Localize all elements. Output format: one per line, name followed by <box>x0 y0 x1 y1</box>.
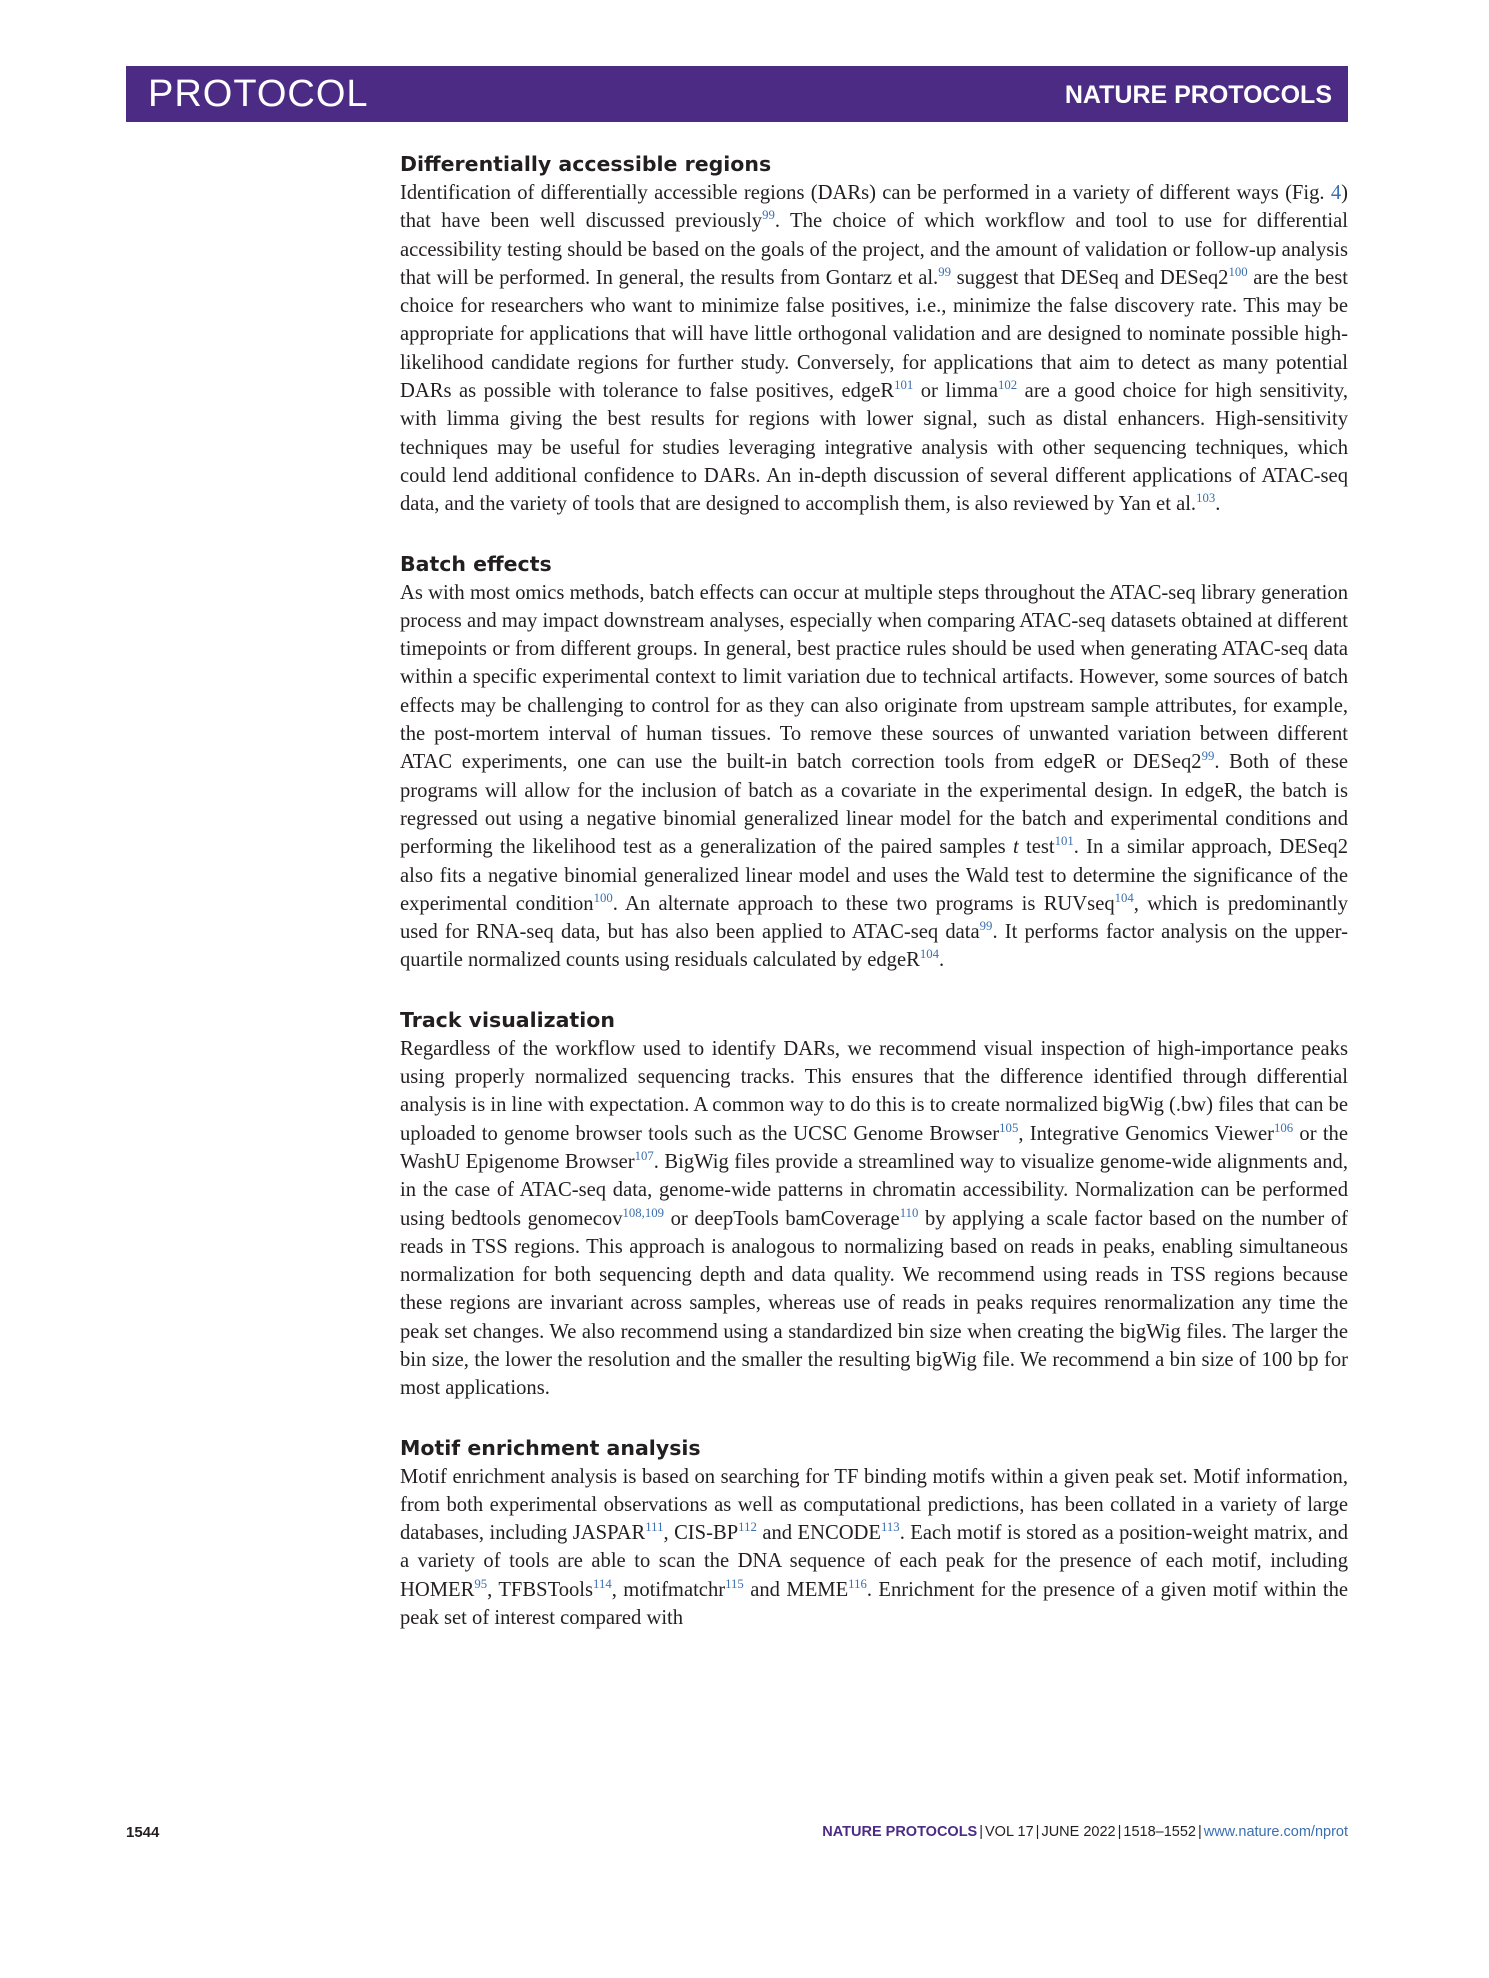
citation-ref[interactable]: 115 <box>725 1576 744 1591</box>
citation-ref[interactable]: 110 <box>899 1205 919 1220</box>
citation-ref[interactable]: 103 <box>1196 491 1216 506</box>
body-text: by applying a scale factor based on the number of reads in TSS regions. This approach is analogous to normalizing based on reads in peaks, enabling simultaneous normalization for both sequencing depth and data quality. We recommend using reads in TSS regions because these regions are invariant across samples, whereas use of reads in peaks requires renormalization any time the peak set changes. We also recommend using a standardized bin size when creating the bigWig files. The larger the bin size, the lower the resolution and the smaller the resulting bigWig file. We recommend a bin size of 100 bp for most applications. <box>400 1207 1348 1400</box>
body-text: are a good choice for high sensitivity, with limma giving the best results for regions with lower signal, such as distal enhancers. High-sensitivity techniques may be useful for studies leveraging integrative analysis with other sequencing techniques, which could lend additional confidence to DARs. An in-depth discussion of several different applications of ATAC-seq data, and the variety of tools that are designed to accomplish them, is also reviewed by Yan et al. <box>400 380 1348 516</box>
body-text: , which is predominantly used for RNA-seq data, but has also been applied to ATAC-seq data <box>400 892 1349 944</box>
section-motif-enrichment-analysis <box>400 1433 1348 1633</box>
citation-ref[interactable]: 108,109 <box>622 1205 665 1220</box>
section-paragraph <box>400 179 1348 519</box>
section-paragraph <box>400 579 1348 975</box>
header-banner <box>126 66 1348 122</box>
citation-ref[interactable]: 112 <box>738 1520 757 1535</box>
citation-ref[interactable]: 105 <box>999 1120 1019 1135</box>
body-text: and MEME <box>743 1578 849 1601</box>
body-text: . <box>1215 493 1221 516</box>
body-text: . In a similar approach, DESeq2 also fits a negative binomial generalized linear model and uses the Wald test to determine the significance of the experimental condition <box>400 836 1348 915</box>
footer-date: JUNE 2022 <box>1041 1824 1116 1840</box>
section-heading: Differentially accessible regions <box>400 152 772 176</box>
page-number: 1544 <box>126 1824 160 1841</box>
citation-ref[interactable]: 100 <box>593 890 613 905</box>
citation-ref[interactable]: 114 <box>593 1576 612 1591</box>
citation-ref[interactable]: 111 <box>645 1520 664 1535</box>
footer-pages: 1518–1552 <box>1123 1824 1196 1840</box>
body-text: , CIS-BP <box>663 1522 739 1545</box>
section-differentially-accessible-regions <box>400 149 1348 519</box>
section-heading: Batch effects <box>400 551 552 576</box>
body-text: . Enrichment for the presence of a given motif within the peak set of interest compared with <box>400 1578 1349 1630</box>
body-text: . Each motif is stored as a position-weight matrix, and a variety of tools are able to scan the DNA sequence of each peak for the presence of each motif, including HOMER <box>400 1522 1348 1601</box>
body-text: , Integrative Genomics Viewer <box>1018 1122 1274 1145</box>
body-text: Identification of differentially accessible regions (DARs) can be performed in a variety of different ways (Fig. <box>400 182 1331 204</box>
body-text: or deepTools bamCoverage <box>664 1207 900 1230</box>
body-text: ) that have been well discussed previously <box>400 182 1348 233</box>
section-paragraph <box>400 1463 1348 1633</box>
citation-ref[interactable]: 99 <box>762 208 775 223</box>
section-heading: Motif enrichment analysis <box>400 1435 701 1460</box>
citation-ref[interactable]: 102 <box>998 378 1018 393</box>
citation-ref[interactable]: 95 <box>474 1576 488 1591</box>
body-text: . An alternate approach to these two programs is RUVseq <box>612 892 1115 915</box>
citation-ref[interactable]: 113 <box>881 1520 900 1535</box>
section-paragraph <box>400 1035 1348 1403</box>
section-heading: Track visualization <box>400 1007 615 1032</box>
citation-ref[interactable]: 116 <box>848 1576 867 1591</box>
body-text: suggest that DESeq and DESeq2 <box>950 266 1229 289</box>
footer-citation: NATURE PROTOCOLS | VOL 17 | JUNE 2022 | 1518–1552 | www.nature.com/nprot <box>822 1824 1348 1840</box>
citation-ref[interactable]: 99 <box>979 919 993 934</box>
section-label: PROTOCOL <box>148 73 369 115</box>
body-text: test <box>1018 836 1055 859</box>
footer-url-link[interactable]: www.nature.com/nprot <box>1203 1824 1348 1840</box>
body-text: Regardless of the workflow used to identify DARs, we recommend visual inspection of high-importance peaks using properly normalized sequencing tracks. This ensures that the difference identified through differential analysis is in line with expectation. A common way to do this is to create normalized bigWig (.bw) files that can be uploaded to genome browser tools such as the UCSC Genome Browser <box>400 1037 1348 1145</box>
citation-ref[interactable]: 107 <box>634 1149 654 1164</box>
body-text: As with most omics methods, batch effects can occur at multiple steps throughout the ATAC-seq library generation process and may impact downstream analyses, especially when comparing ATAC-seq datasets obtained at different timepoints or from different groups. In general, best practice rules should be used when generating ATAC-seq data within a specific experimental context to limit variation due to technical artifacts. However, some sources of batch effects may be challenging to control for as they can also originate from upstream sample attributes, for example, the post-mortem interval of human tissues. To remove these sources of unwanted variation between different ATAC experiments, one can use the built-in batch correction tools from edgeR or DESeq2 <box>400 581 1348 774</box>
citation-ref[interactable]: 101 <box>1054 834 1074 849</box>
body-text: and ENCODE <box>756 1522 882 1545</box>
citation-ref[interactable]: 101 <box>894 378 914 393</box>
citation-ref[interactable]: 99 <box>938 265 951 280</box>
section-track-visualization <box>400 1005 1348 1403</box>
citation-ref[interactable]: 99 <box>1201 749 1215 764</box>
body-text: . <box>939 949 945 972</box>
body-text: . It performs factor analysis on the upper-quartile normalized counts using residuals calculated by edgeR <box>400 921 1348 972</box>
footer-journal: NATURE PROTOCOLS <box>822 1824 978 1840</box>
italic-text: t <box>1012 836 1019 859</box>
body-text: are the best choice for researchers who want to minimize false positives, i.e., minimize the false discovery rate. This may be appropriate for applications that will have little orthogonal validation and are designed to nominate possible high-likelihood candidate regions for further study. Conversely, for applications that aim to detect as many potential DARs as possible with tolerance to false positives, edgeR <box>400 266 1348 403</box>
body-text: , motifmatchr <box>611 1578 726 1601</box>
citation-ref[interactable]: 104 <box>1114 890 1134 905</box>
section-batch-effects <box>400 549 1348 975</box>
footer-volume: VOL 17 <box>985 1824 1034 1840</box>
body-text: Motif enrichment analysis is based on searching for TF binding motifs within a given peak set. Motif information, from both experimental observations as well as computational predictions, has been collated in a variety of large databases, including JASPAR <box>400 1465 1348 1545</box>
body-text: . Both of these programs will allow for the inclusion of batch as a covariate in the experimental design. In edgeR, the batch is regressed out using a negative binomial generalized linear model for the batch and experimental conditions and performing the likelihood test as a generalization of the paired samples <box>400 751 1348 859</box>
journal-name: NATURE PROTOCOLS <box>1064 81 1332 109</box>
citation-ref[interactable]: 100 <box>1228 265 1248 280</box>
body-text: or limma <box>913 380 999 403</box>
body-text: or the WashU Epigenome Browser <box>400 1122 1348 1173</box>
body-text: , TFBSTools <box>487 1578 594 1601</box>
article-body <box>400 149 1348 1662</box>
body-text: . The choice of which workflow and tool to use for differential accessibility testing should be based on the goals of the project, and the amount of validation or follow-up analysis that will be performed. In general, the results from Gontarz et al. <box>400 210 1348 289</box>
citation-ref[interactable]: 106 <box>1273 1120 1294 1135</box>
body-text: . BigWig files provide a streamlined way to visualize genome-wide alignments and, in the case of ATAC-seq data, genome-wide patterns in chromatin accessibility. Normalization can be performed using bedtools genomecov <box>400 1150 1348 1230</box>
figure-link[interactable]: 4 <box>1330 182 1342 204</box>
citation-ref[interactable]: 104 <box>919 947 939 962</box>
